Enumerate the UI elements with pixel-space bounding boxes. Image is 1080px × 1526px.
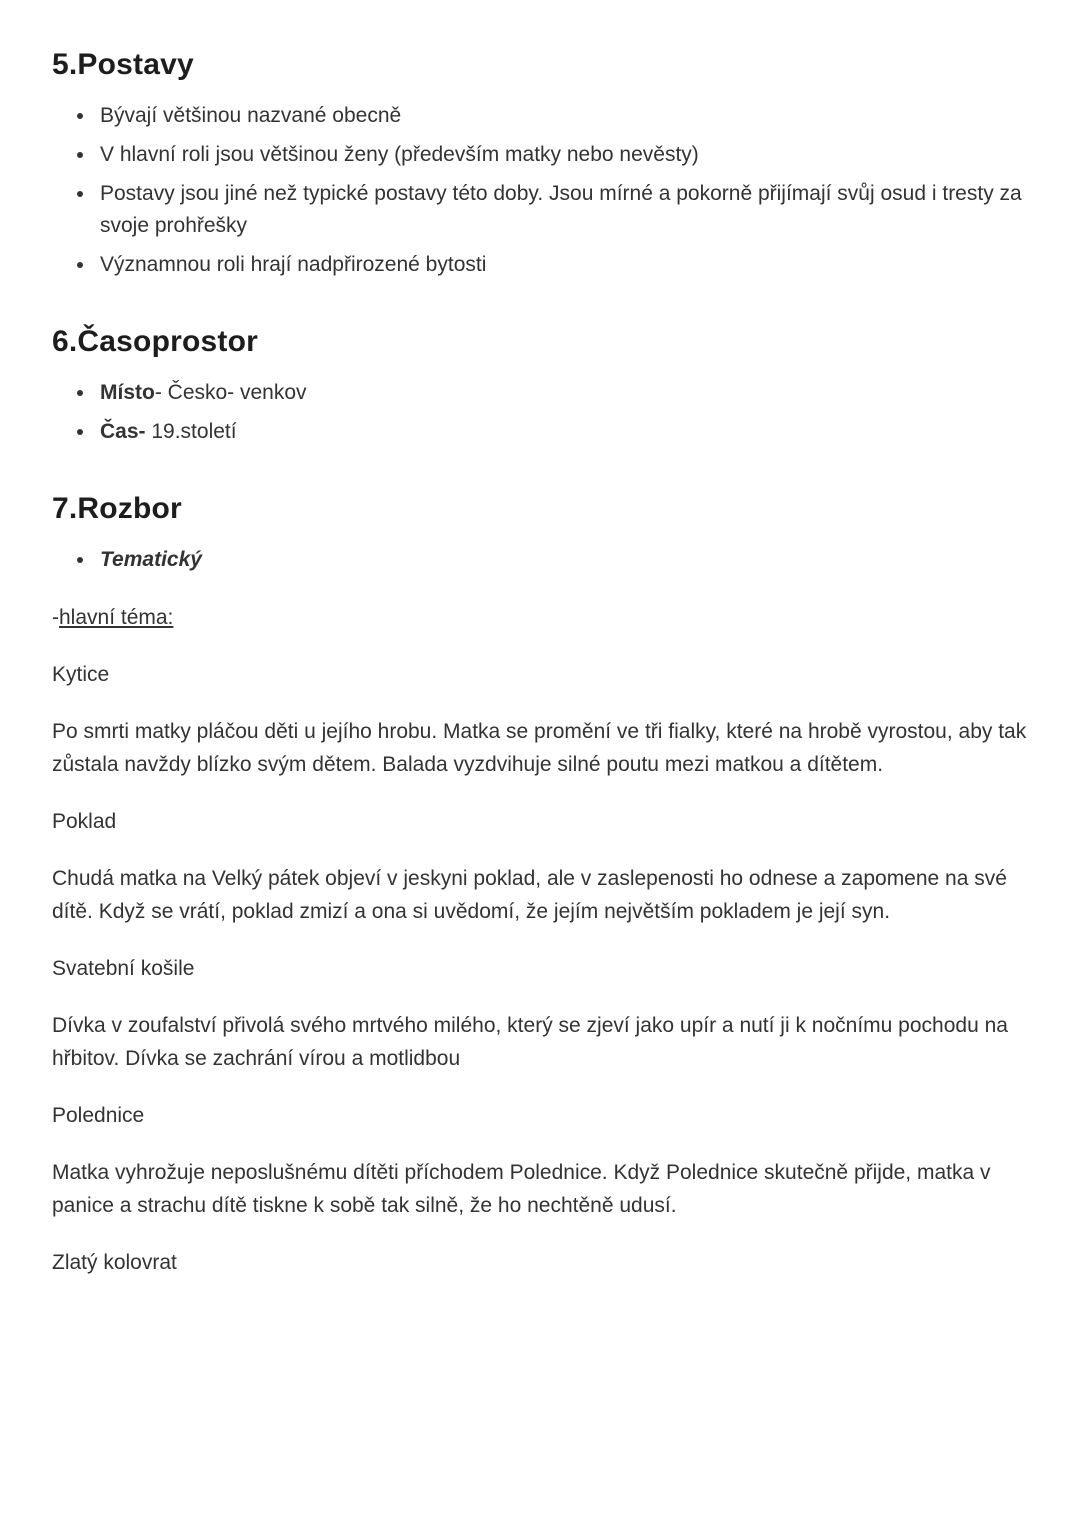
section-heading-rozbor: 7.Rozbor [52, 492, 182, 525]
casoprostor-list [52, 377, 1028, 448]
list-item [96, 377, 1028, 409]
postavy-list [52, 100, 1028, 281]
item-text: 19.století [145, 420, 237, 443]
item-text: - Česko- venkov [154, 381, 307, 404]
rozbor-bullet-label: Tematický [100, 548, 202, 571]
item-label: Místo [100, 381, 155, 404]
list-item: • Postavy jsou jiné než typické postavy této doby. Jsou mírné a pokorně přijímají svůj osud i tresty za svoje prohřešky [96, 178, 1028, 242]
subheading-dash: - [52, 606, 59, 629]
work-title-kytice: Kytice [52, 663, 110, 686]
work-summary-poklad: Chudá matka na Velký pátek objeví v jeskyni poklad, ale v zaslepenosti ho odnese a zapomene na své dítě. Když se vrátí, poklad zmizí a ona si uvědomí, že jejím největším pokladem je její syn. [52, 867, 1007, 923]
work-summary-polednice: Matka vyhrožuje neposlušnému dítěti příchodem Polednice. Když Polednice skutečně přijde, matka v panice a strachu dítě tiskne k sobě tak silně, že ho nechtěně udusí. [52, 1161, 991, 1217]
work-summary-svatebni-kosile: Dívka v zoufalství přivolá svého mrtvého milého, který se zjeví jako upír a nutí ji k nočnímu pochodu na hřbitov. Dívka se zachrání vírou a motlidbou [52, 1014, 1008, 1070]
work-summary-kytice: Po smrti matky pláčou děti u jejího hrobu. Matka se promění ve tři fialky, které na hrobě vyrostou, aby tak zůstala navždy blízko svým dětem. Balada vyzdvihuje silné poutu mezi matkou a dítětem. [52, 720, 1027, 776]
work-title-polednice: Polednice [52, 1104, 145, 1127]
section-heading-postavy: 5.Postavy [52, 48, 194, 81]
work-title-svatebni-kosile: Svatební košile [52, 957, 195, 980]
list-item: • Bývají většinou nazvané obecně [96, 100, 1028, 132]
subheading-text: hlavní téma: [59, 606, 174, 629]
rozbor-list [52, 544, 1028, 576]
main-theme-subheading [52, 602, 1028, 634]
work-title-zlaty-kolovrat: Zlatý kolovrat [52, 1251, 177, 1274]
section-heading-casoprostor: 6.Časoprostor [52, 325, 258, 358]
list-item: • Významnou roli hrají nadpřirozené bytosti [96, 249, 1028, 281]
list-item [96, 544, 1028, 576]
list-item [96, 416, 1028, 448]
work-title-poklad: Poklad [52, 810, 117, 833]
item-label: Čas- [100, 420, 146, 443]
list-item: • V hlavní roli jsou většinou ženy (především matky nebo nevěsty) [96, 139, 1028, 171]
